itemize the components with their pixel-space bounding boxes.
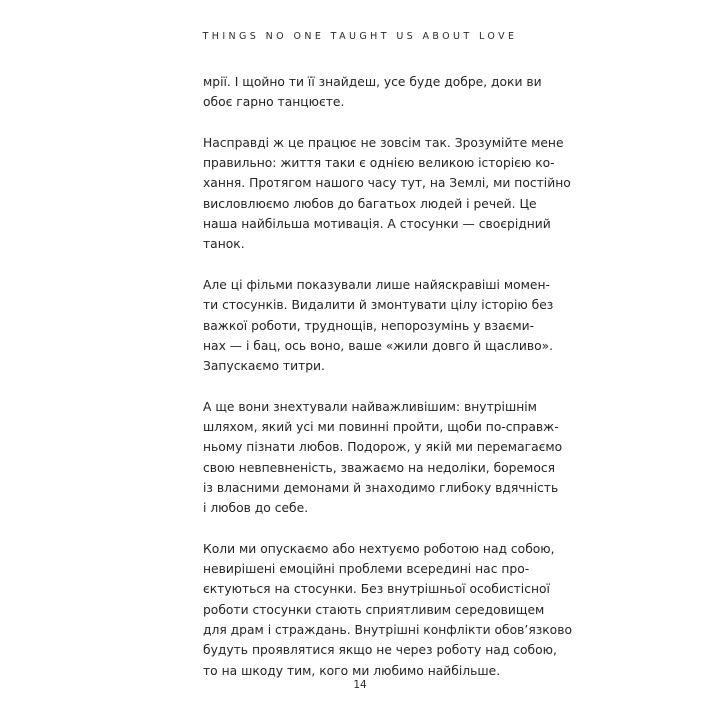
text-line: висловлюємо любов до багатьох людей і речей. Це (203, 196, 537, 211)
running-head: THINGS NO ONE TAUGHT US ABOUT LOVE (202, 31, 518, 42)
text-line: правильно: життя таки є однією великою історією ко- (203, 156, 555, 171)
text-line: нах — і бац, ось воно, ваше «жили довго й щасливо». (203, 338, 554, 353)
page-number: 14 (353, 679, 367, 691)
text-line: А ще вони знехтували найважливішим: внутрішнім (203, 399, 537, 414)
text-line: для драм і страждань. Внутрішні конфлікти обов’язково (203, 623, 572, 638)
text-line: роботи стосунки стають сприятливим середовищем (203, 602, 545, 617)
text-line: свою невпевненість, зважаємо на недоліки, боремося (203, 460, 556, 475)
text-line: Насправді ж це працює не зовсім так. Зрозумійте мене (203, 135, 564, 150)
text-line: Запускаємо титри. (203, 359, 325, 374)
text-line: невирішені емоційні проблеми всередині нас про- (203, 562, 530, 577)
text-line: і любов до себе. (203, 501, 309, 516)
text-line: танок. (203, 237, 245, 252)
text-line: обоє гарно танцюєте. (203, 95, 345, 110)
text-line: єктуються на стосунки. Без внутрішньої особистісної (203, 582, 550, 597)
text-line: важкої роботи, труднощів, непорозумінь у взаєми- (203, 318, 535, 333)
text-line: наша найбільша мотивація. А стосунки — своєрідний (203, 217, 551, 232)
text-line: мрії. І щойно ти її знайдеш, усе буде добре, доки ви (203, 75, 542, 89)
text-line: то на шкоду тим, кого ми любимо найбільше. (203, 663, 501, 678)
text-line: Але ці фільми показували лише найяскравіші момен- (203, 277, 550, 292)
paragraph-1 (203, 72, 542, 113)
paragraph-3 (203, 275, 554, 376)
paragraph-4 (203, 397, 563, 519)
body-text (203, 72, 572, 701)
text-line: із власними демонами й знаходимо глибоку вдячність (203, 480, 559, 495)
paragraph-2 (203, 133, 571, 255)
text-line: шляхом, який усі ми повинні пройти, щоби по-справж- (203, 420, 559, 435)
paragraph-5 (203, 539, 572, 681)
text-line: хання. Протягом нашого часу тут, на Землі, ми постійно (203, 176, 571, 191)
text-line: Коли ми опускаємо або нехтуємо роботою над собою, (203, 541, 555, 556)
text-line: ньому пізнати любов. Подорож, у якій ми перемагаємо (203, 440, 563, 455)
text-line: ти стосунків. Видалити й змонтувати цілу історію без (203, 298, 554, 313)
text-line: будуть проявлятися якщо не через роботу над собою, (203, 643, 557, 658)
